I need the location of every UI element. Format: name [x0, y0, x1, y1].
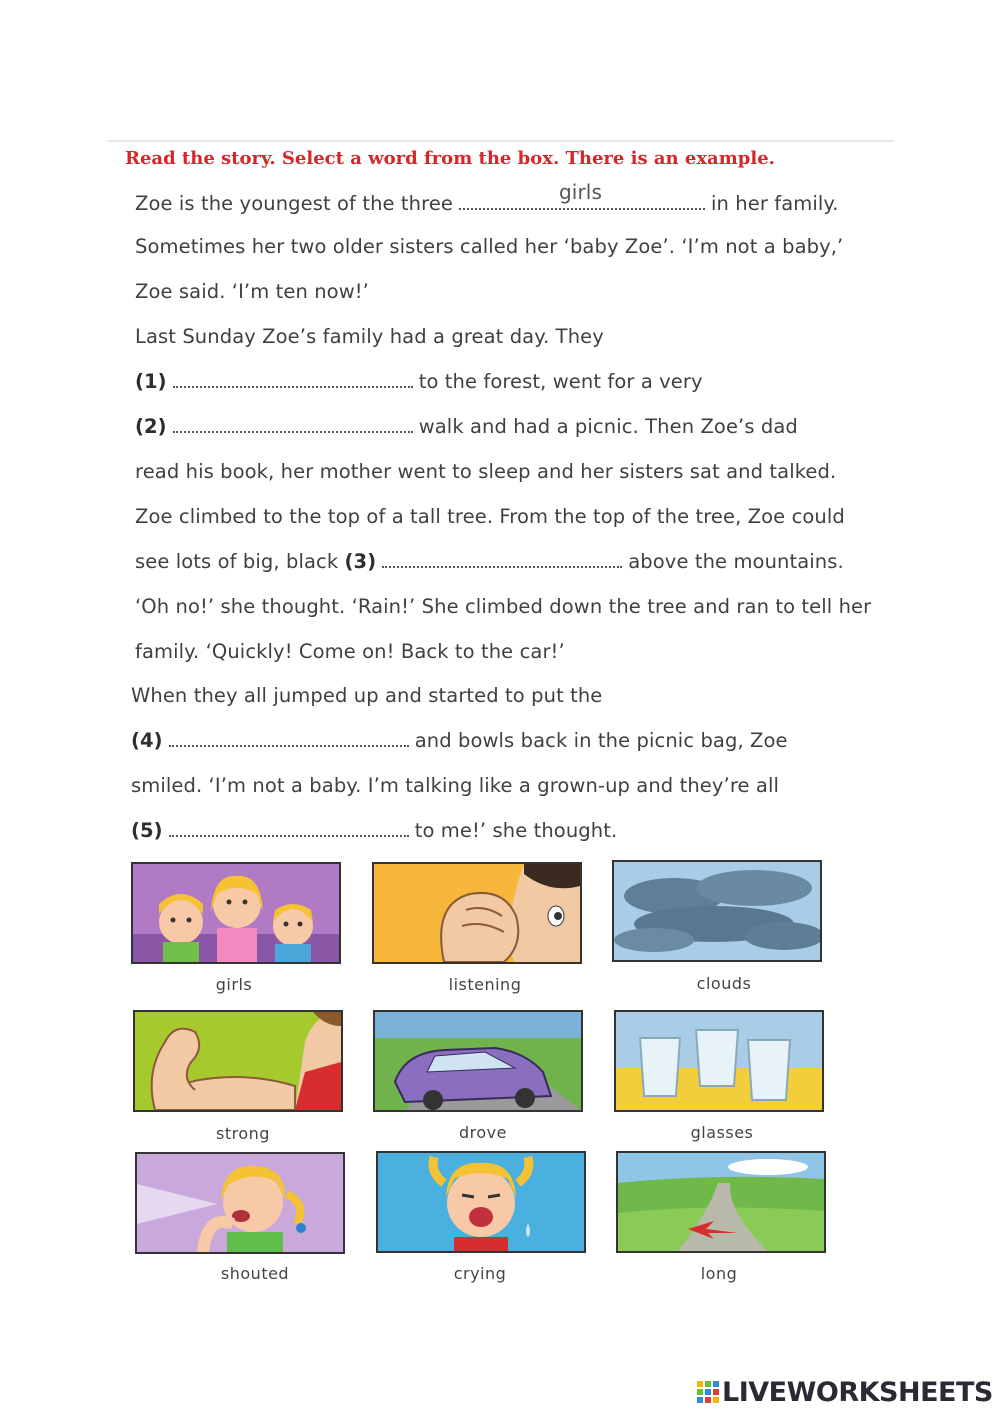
gap-number-2: (2) [135, 415, 167, 438]
example-answer: girls [559, 180, 602, 204]
answer-blank-4[interactable] [169, 731, 409, 747]
story-line-13: (4) and bowls back in the picnic bag, Zoe [131, 729, 788, 752]
picture-label: clouds [696, 974, 752, 993]
story-line-9: see lots of big, black (3) above the mountains. [135, 550, 844, 573]
shouted-picture [135, 1152, 345, 1254]
picture-label: drove [459, 1123, 507, 1142]
story-line-4: Last Sunday Zoe’s family had a great day. They [135, 325, 604, 348]
picture-label: girls [215, 975, 253, 994]
drove-picture [373, 1010, 583, 1112]
picture-label: shouted [220, 1264, 290, 1283]
story-line-7: read his book, her mother went to sleep and her sisters sat and talked. [135, 460, 837, 483]
story-line-15: (5) to me!’ she thought. [131, 819, 618, 842]
story-line-11: family. ‘Quickly! Come on! Back to the car!’ [135, 640, 565, 663]
girls-picture [131, 862, 341, 964]
picture-label: long [700, 1264, 738, 1283]
story-line-3: Zoe said. ‘I’m ten now!’ [135, 280, 369, 303]
gap-number-4: (4) [131, 729, 163, 752]
long-picture [616, 1151, 826, 1253]
answer-blank-2[interactable] [173, 417, 413, 433]
story-line-10: ‘Oh no!’ she thought. ‘Rain!’ She climbed down the tree and ran to tell her [135, 595, 872, 618]
instruction-heading: Read the story. Select a word from the box. There is an example. [125, 148, 775, 169]
story-line-6: (2) walk and had a picnic. Then Zoe’s dad [135, 415, 798, 438]
top-divider [108, 140, 894, 142]
picture-label: glasses [690, 1123, 754, 1142]
story-line-5: (1) to the forest, went for a very [135, 370, 703, 393]
liveworksheets-logo: LIVEWORKSHEETS [697, 1377, 993, 1408]
logo-grid-icon [697, 1379, 719, 1401]
gap-number-1: (1) [135, 370, 167, 393]
picture-label: listening [448, 975, 522, 994]
answer-blank-5[interactable] [169, 821, 409, 837]
answer-blank-1[interactable] [173, 372, 413, 388]
clouds-picture [612, 860, 822, 962]
picture-label: crying [453, 1264, 507, 1283]
story-line-12: When they all jumped up and started to put the [131, 684, 603, 707]
answer-blank-3[interactable] [382, 552, 622, 568]
picture-label: strong [216, 1124, 270, 1143]
strong-picture [133, 1010, 343, 1112]
glasses-picture [614, 1010, 824, 1112]
gap-number-3: (3) [344, 550, 377, 573]
story-line-1: Zoe is the youngest of the three girls in her family. [135, 180, 839, 215]
example-answer-blank [459, 180, 705, 210]
story-line-14: smiled. ‘I’m not a baby. I’m talking like a grown-up and they’re all [131, 774, 779, 797]
story-line-2: Sometimes her two older sisters called her ‘baby Zoe’. ‘I’m not a baby,’ [135, 235, 844, 258]
gap-number-5: (5) [131, 819, 163, 842]
story-line-8: Zoe climbed to the top of a tall tree. From the top of the tree, Zoe could [135, 505, 845, 528]
crying-picture [376, 1151, 586, 1253]
listening-picture [372, 862, 582, 964]
